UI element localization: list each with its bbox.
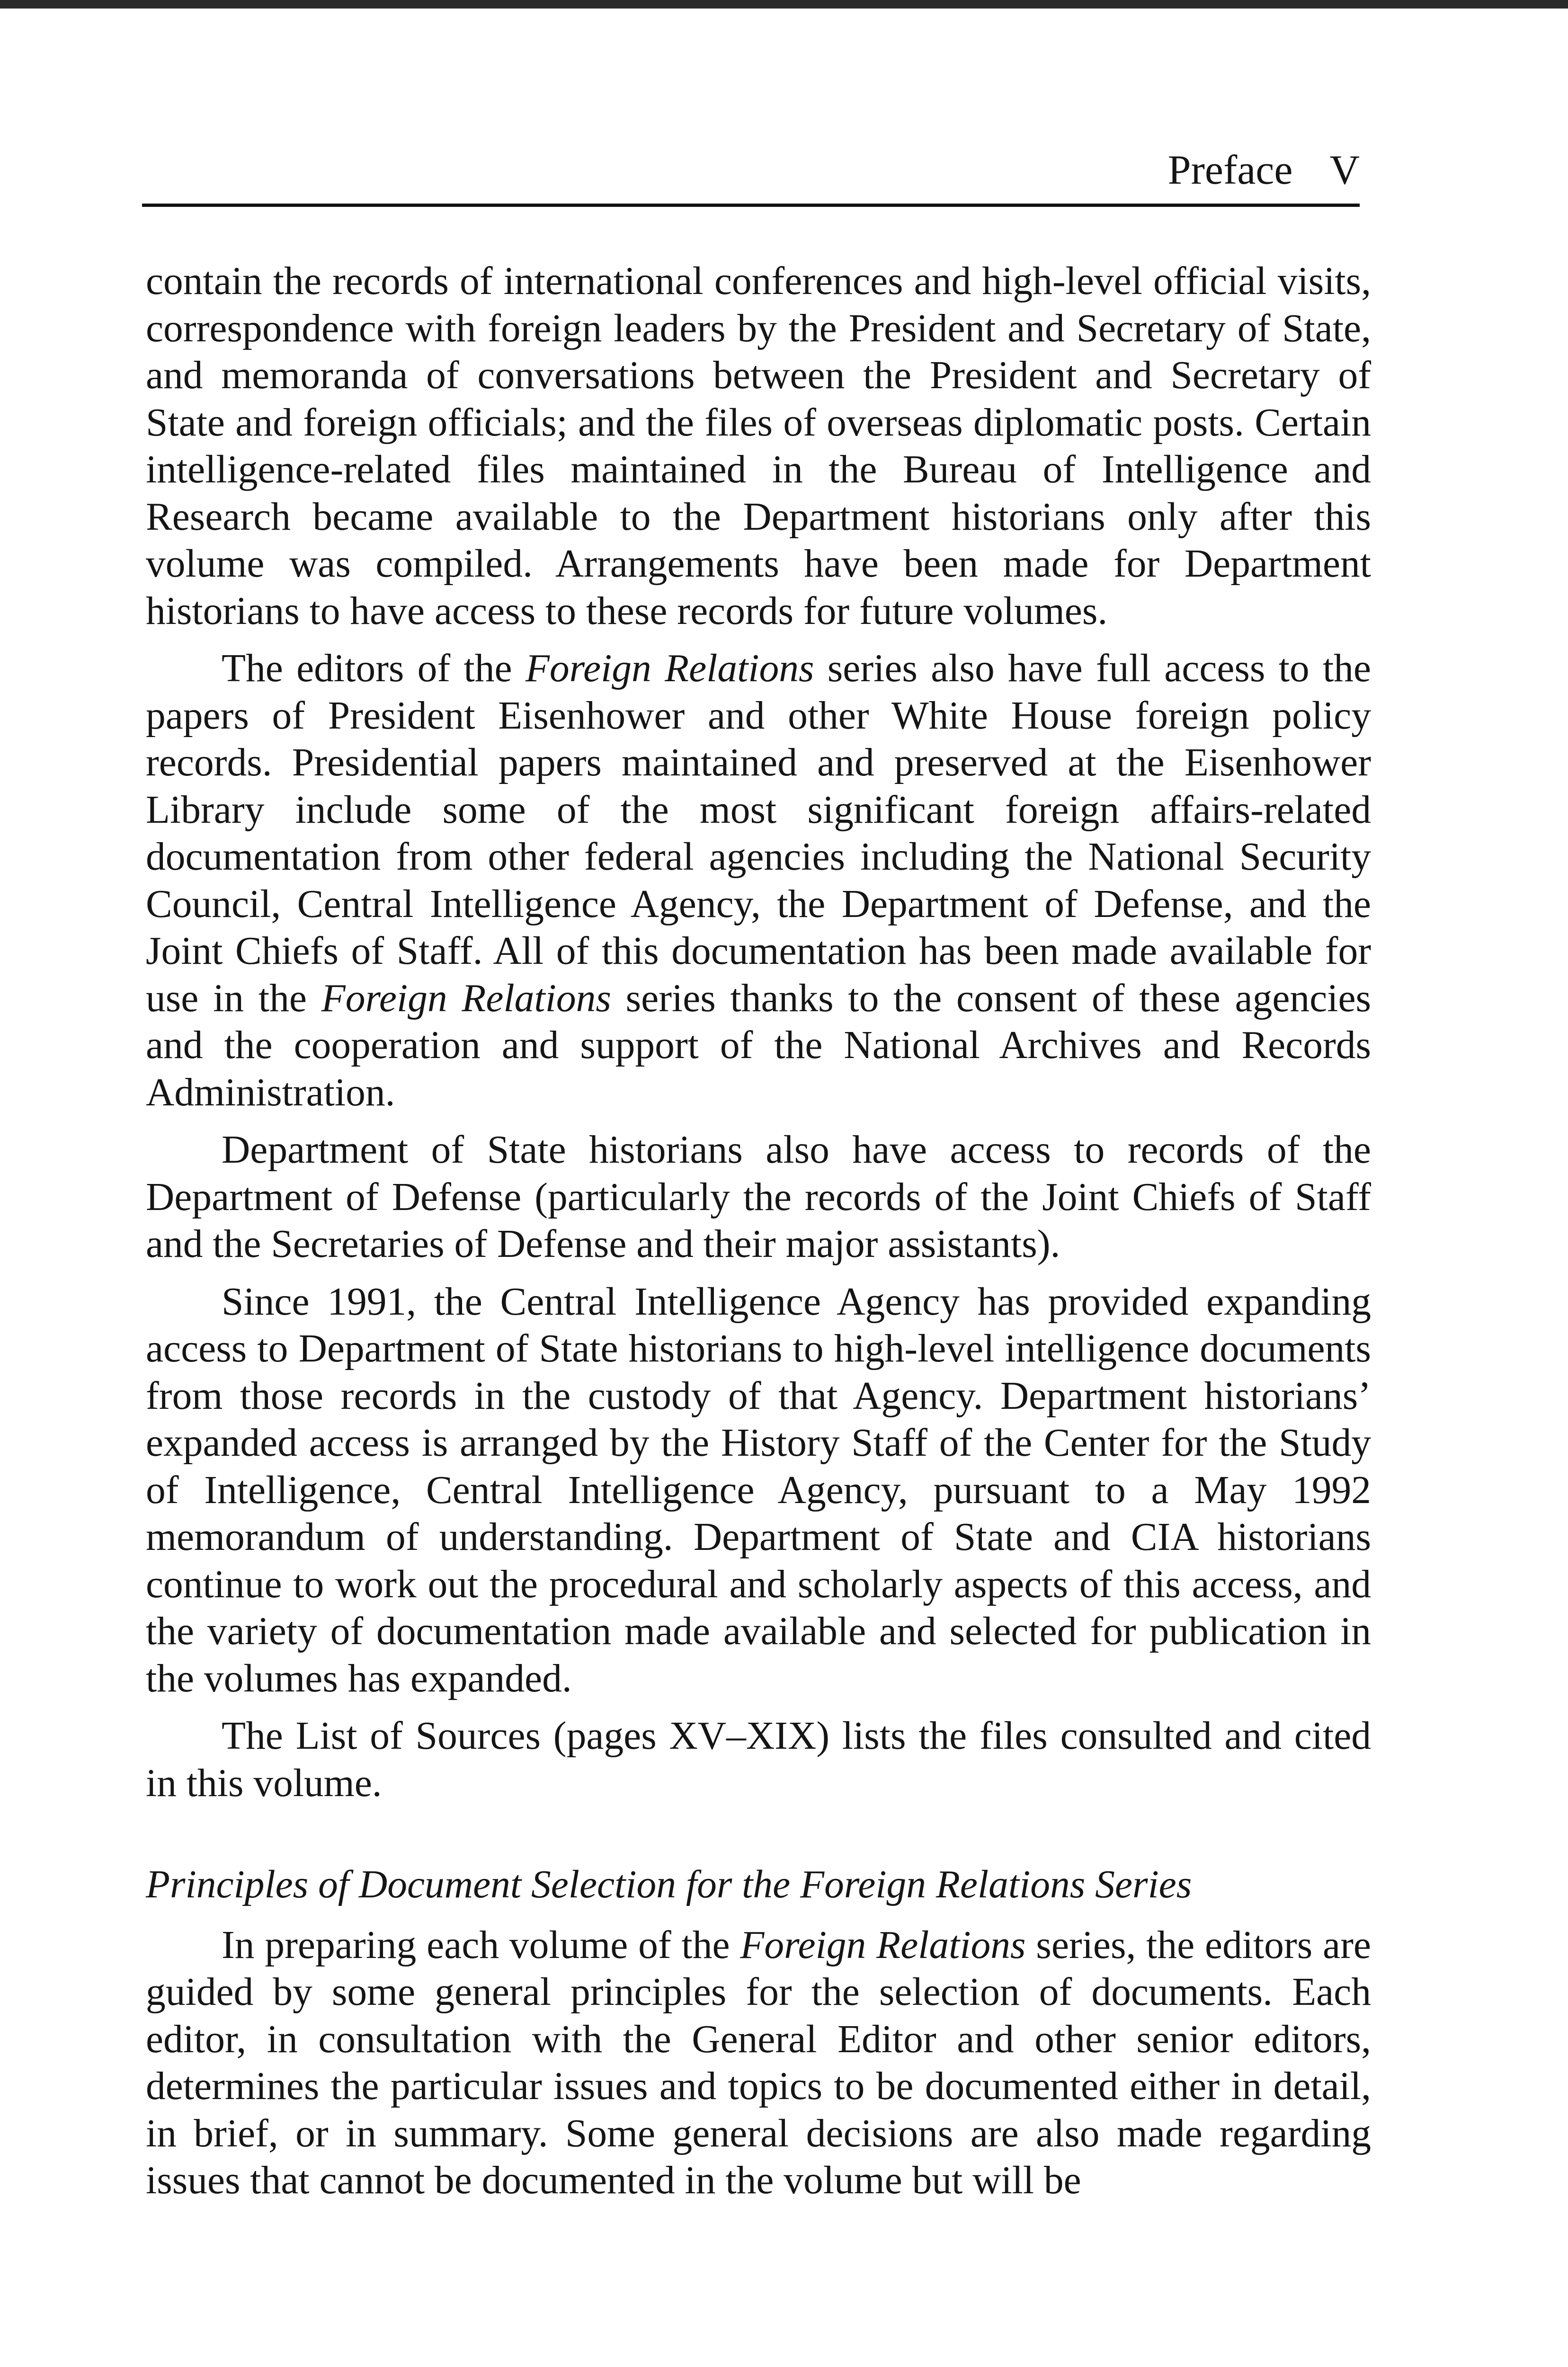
page-top-edge [0, 0, 1568, 9]
page-body [146, 258, 1371, 2215]
paragraph-text: series also have full access to the papers of President Eisenhower and other White House foreign policy records. Presidential papers maintained and preserved at the Eisenhower Library include some of the most significant foreign affairs-related documentation from other federal agencies including the National Security Council, Central Intelligence Agency, the Department of Defense, and the Joint Chiefs of Staff. All of this documentation has been made available for use in the [146, 647, 1371, 1020]
paragraph-selection-principles [146, 1922, 1371, 2205]
paragraph-eisenhower-papers [146, 645, 1371, 1116]
running-head [1168, 147, 1360, 194]
paragraph-text: series thanks to the consent of these agencies and the cooperation and support of the National Archives and Records Administration. [146, 976, 1371, 1114]
paragraph-text: series, the editors are guided by some general principles for the selection of documents. Each editor, in consultation with the General Editor and other senior editors, determines the particular issues and topics to be documented either in detail, in brief, or in summary. Some general decisions are also made regarding issues that cannot be documented in the volume but will be [146, 1923, 1371, 2202]
paragraph-cia-access: Since 1991, the Central Intelligence Agency has provided expanding access to Department of State historians to high-level intelligence documents from those records in the custody of that Agency. Department historians’ expanded access is arranged by the History Staff of the Center for the Study of Intelligence, Central Intelligence Agency, pursuant to a May 1992 memorandum of understanding. Department of State and CIA historians continue to work out the procedural and scholarly aspects of this access, and the variety of documentation made available and selected for publication in the volumes has expanded. [146, 1280, 1371, 1700]
series-title-italic: Foreign Relations [740, 1923, 1026, 1967]
paragraph-text: The editors of the [222, 647, 526, 690]
paragraph-list-of-sources: The List of Sources (pages XV–XIX) lists the files consulted and cited in this volume. [146, 1714, 1371, 1805]
series-title-italic: Foreign Relations [525, 647, 814, 690]
running-head-title: Preface [1167, 147, 1293, 193]
page-number: V [1329, 147, 1360, 193]
paragraph-text: In preparing each volume of the [222, 1923, 740, 1967]
paragraph-continued: contain the records of international conferences and high-level official visits, correspondence with foreign leaders by the President and Secretary of State, and memoranda of conversations between the President and Secretary of State and foreign officials; and the files of overseas diplomatic posts. Certain intelligence-related files maintained in the Bureau of Intelligence and Research became available to the Department historians only after this volume was compiled. Arrangements have been made for Department historians to have access to these records for future volumes. [146, 259, 1371, 633]
paragraph-defense-records: Department of State historians also have access to records of the Department of Defense (particularly the records of the Joint Chiefs of Staff and the Secretaries of Defense and their major assistants). [146, 1128, 1371, 1266]
section-heading: Principles of Document Selection for the Foreign Relations Series [146, 1863, 1192, 1906]
page-header [142, 142, 1360, 207]
series-title-italic: Foreign Relations [321, 976, 611, 1020]
